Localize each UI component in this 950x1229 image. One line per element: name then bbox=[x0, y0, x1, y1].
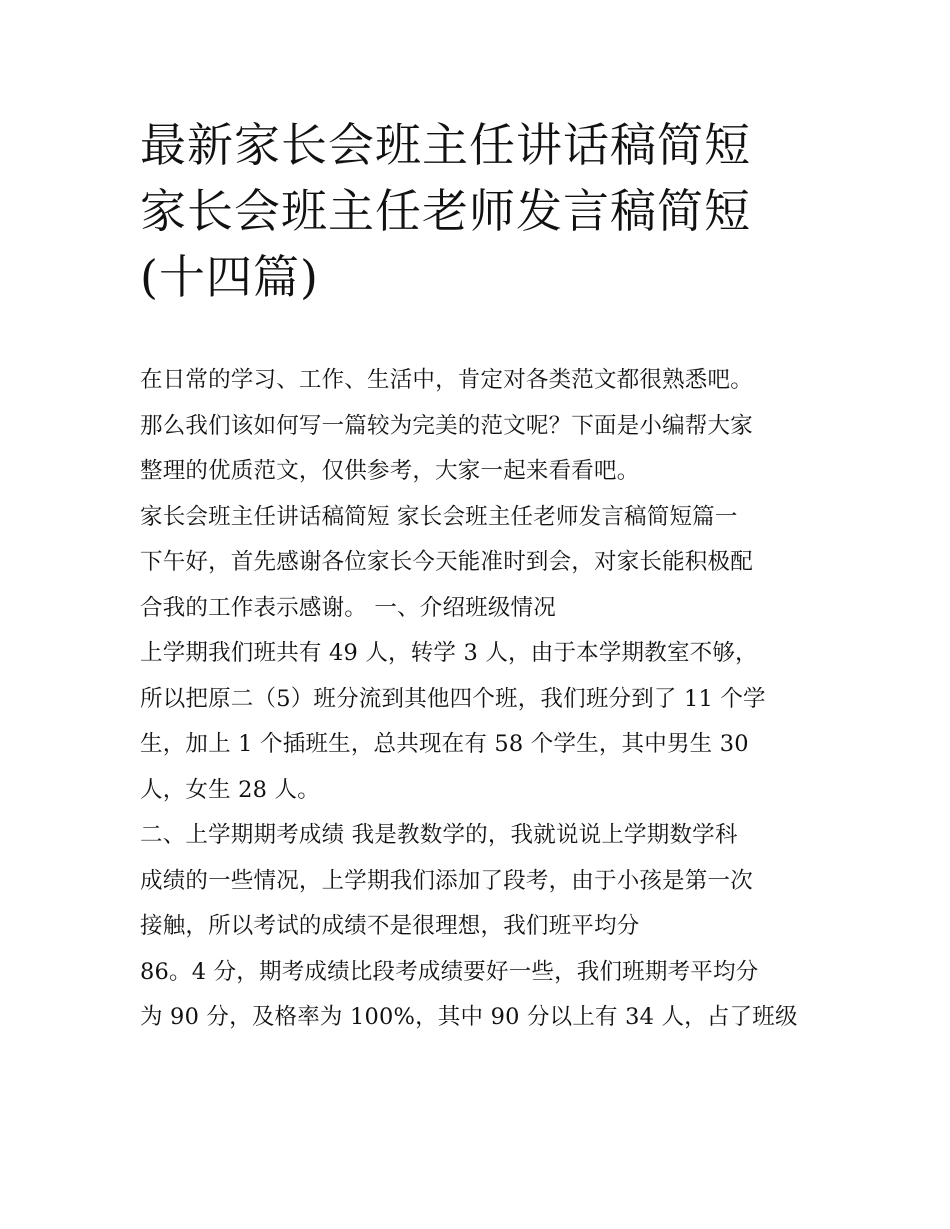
body-line-8: 所以把原二（5）班分流到其他四个班，我们班分到了 11 个学 bbox=[140, 685, 766, 712]
body-line-1: 在日常的学习、工作、生活中，肯定对各类范文都很熟悉吧。 bbox=[140, 367, 753, 393]
body-line-14: 86。4 分，期考成绩比段考成绩要好一些，我们班期考平均分 bbox=[140, 958, 759, 985]
title-line-2: 家长会班主任老师发言稿简短 bbox=[140, 184, 751, 238]
body-line-6: 合我的工作表示感谢。 一、介绍班级情况 bbox=[140, 594, 556, 621]
document-body bbox=[140, 358, 830, 1041]
body-line-12: 成绩的一些情况，上学期我们添加了段考，由于小孩是第一次 bbox=[140, 867, 753, 894]
body-line-13: 接触，所以考试的成绩不是很理想，我们班平均分 bbox=[140, 913, 640, 939]
title-line-1: 最新家长会班主任讲话稿简短 bbox=[140, 118, 751, 172]
body-line-15: 为 90 分，及格率为 100%，其中 90 分以上有 34 人，占了班级 bbox=[140, 1004, 798, 1030]
body-line-7: 上学期我们班共有 49 人，转学 3 人，由于本学期教室不够， bbox=[140, 640, 758, 666]
body-line-9: 生，加上 1 个插班生，总共现在有 58 个学生，其中男生 30 bbox=[140, 731, 749, 757]
title-line-3: (十四篇) bbox=[140, 250, 319, 304]
body-line-11: 二、上学期期考成绩 我是教数学的，我就说说上学期数学科 bbox=[140, 822, 738, 848]
body-line-5: 下午好，首先感谢各位家长今天能准时到会，对家长能积极配 bbox=[140, 549, 753, 575]
body-line-3: 整理的优质范文，仅供参考，大家一起来看看吧。 bbox=[140, 458, 640, 484]
body-line-2: 那么我们该如何写一篇较为完美的范文呢？下面是小编帮大家 bbox=[140, 412, 753, 439]
document-title bbox=[140, 112, 840, 310]
section-heading-line: 家长会班主任讲话稿简短 家长会班主任老师发言稿简短篇一 bbox=[140, 503, 738, 530]
body-line-10: 人，女生 28 人。 bbox=[140, 776, 320, 803]
